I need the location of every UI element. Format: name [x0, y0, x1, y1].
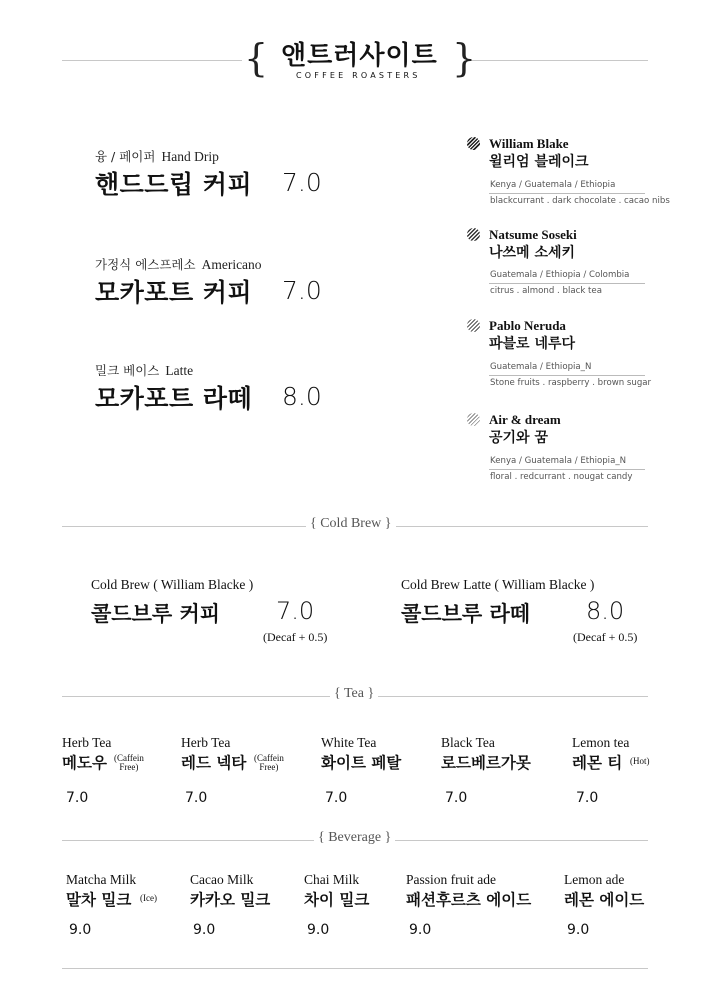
beverage-name-en: Chai Milk — [304, 872, 360, 887]
beverage-price: 9.0 — [69, 922, 92, 938]
bean-divider — [489, 375, 645, 376]
striped-circle-faint-icon — [467, 413, 480, 426]
bean-divider — [489, 193, 645, 194]
menu-item-price: 7.0 — [282, 168, 322, 197]
brand-tagline: COFFEE ROASTERS — [296, 71, 421, 80]
menu-item-price: 7.0 — [282, 276, 322, 305]
beverage-name-ko: 카카오 밀크 — [190, 891, 271, 909]
beverage-name-en: Passion fruit ade — [406, 872, 496, 887]
beverage-name-ko: 차이 밀크 — [304, 891, 370, 909]
tea-price: 7.0 — [185, 790, 208, 806]
beverage-tag: (Ice) — [140, 893, 157, 903]
beverage-name-en: Cacao Milk — [190, 872, 254, 887]
bean-origin: Kenya / Guatemala / Ethiopia_N — [490, 456, 627, 466]
bean-notes: blackcurrant . dark chocolate . cacao nibs — [490, 196, 670, 206]
tea-price: 7.0 — [66, 790, 89, 806]
beverage-name-en: Lemon ade — [564, 872, 625, 887]
menu-subtitle-en: Americano — [201, 257, 262, 272]
bean-divider — [489, 283, 645, 284]
tea-name-en: Herb Tea — [62, 735, 112, 750]
bean-name-en: William Blake — [489, 136, 569, 151]
header-rule-left — [62, 60, 242, 61]
tea-name-ko: 로드베르가못 — [441, 754, 531, 772]
bean-notes: citrus . almond . black tea — [490, 286, 602, 296]
bean-name-ko: 파블로 네루다 — [489, 336, 576, 352]
footer-rule — [62, 968, 648, 969]
tea-tag — [254, 754, 284, 772]
beverage-name-ko: 레몬 에이드 — [564, 891, 645, 909]
menu-item-name: 모카포트 라떼 — [95, 384, 253, 413]
cold-brew-name-en: Cold Brew ( William Blacke ) — [91, 577, 254, 592]
tea-tag-line: Free) — [259, 762, 279, 772]
striped-circle-dense-icon — [467, 137, 480, 150]
tea-tag-line: (Caffein — [114, 753, 144, 763]
beverage-name-ko: 말차 밀크 — [66, 891, 132, 909]
menu-subtitle-ko: 가정식 에스프레소 — [95, 257, 196, 272]
tea-name-ko: 레몬 티 — [572, 754, 623, 772]
bean-notes: floral . redcurrant . nougat candy — [490, 472, 633, 482]
bean-name-ko: 나쓰메 소세키 — [489, 245, 576, 261]
tea-name-en: Herb Tea — [181, 735, 231, 750]
bean-name-en: Pablo Neruda — [489, 318, 566, 333]
striped-circle-medium-icon — [467, 228, 480, 241]
tea-tag-line: Free) — [119, 762, 139, 772]
section-title-cold-brew: { Cold Brew } — [306, 516, 396, 532]
tea-name-ko: 메도우 — [62, 754, 107, 772]
tea-price: 7.0 — [576, 790, 599, 806]
header-brace-right: } — [452, 36, 477, 80]
menu-subtitle-ko: 융 / 페이퍼 — [95, 149, 156, 164]
bean-notes: Stone fruits . raspberry . brown sugar — [490, 378, 652, 388]
cold-brew-price: 8.0 — [586, 597, 625, 625]
beverage-name-ko: 패션후르츠 에이드 — [406, 891, 532, 909]
header-rule-right — [470, 60, 648, 61]
menu-subtitle-en: Hand Drip — [161, 149, 219, 164]
tea-name-en: Lemon tea — [572, 735, 630, 750]
cold-brew-name-ko: 콜드브루 커피 — [91, 602, 221, 626]
tea-price: 7.0 — [445, 790, 468, 806]
menu-subtitle — [95, 361, 193, 379]
section-title-beverage: { Beverage } — [314, 830, 395, 846]
beverage-price: 9.0 — [193, 922, 216, 938]
brand-name-ko: 앤트러사이트 — [281, 41, 438, 71]
menu-subtitle — [95, 255, 262, 273]
beverage-price: 9.0 — [307, 922, 330, 938]
cold-brew-note: (Decaf + 0.5) — [263, 630, 328, 644]
tea-name-ko: 화이트 페탈 — [321, 754, 402, 772]
bean-name-en: Air & dream — [489, 412, 561, 427]
bean-origin: Guatemala / Ethiopia / Colombia — [490, 270, 630, 280]
cold-brew-price: 7.0 — [276, 597, 315, 625]
tea-tag-line: (Caffein — [254, 753, 284, 763]
beverage-price: 9.0 — [409, 922, 432, 938]
menu-item-price: 8.0 — [282, 382, 322, 411]
bean-divider — [489, 469, 645, 470]
tea-name-en: White Tea — [321, 735, 377, 750]
bean-name-ko: 윌리엄 블레이크 — [489, 154, 589, 170]
header-brace-left: { — [244, 36, 269, 80]
tea-tag-line: (Hot) — [630, 756, 650, 766]
bean-origin: Guatemala / Ethiopia_N — [490, 362, 592, 372]
bean-name-en: Natsume Soseki — [489, 227, 577, 242]
menu-subtitle-ko: 밀크 베이스 — [95, 363, 160, 378]
cold-brew-name-ko: 콜드브루 라떼 — [401, 602, 531, 626]
tea-tag — [630, 757, 650, 766]
section-title-tea: { Tea } — [330, 686, 378, 702]
tea-name-en: Black Tea — [441, 735, 495, 750]
bean-origin: Kenya / Guatemala / Ethiopia — [490, 180, 616, 190]
menu-item-name: 모카포트 커피 — [95, 278, 253, 307]
cold-brew-note: (Decaf + 0.5) — [573, 630, 638, 644]
beverage-price: 9.0 — [567, 922, 590, 938]
striped-circle-light-icon — [467, 319, 480, 332]
tea-price: 7.0 — [325, 790, 348, 806]
menu-subtitle-en: Latte — [165, 363, 194, 378]
tea-tag — [114, 754, 144, 772]
bean-name-ko: 공기와 꿈 — [489, 430, 548, 446]
cold-brew-name-en: Cold Brew Latte ( William Blacke ) — [401, 577, 595, 592]
menu-item-name: 핸드드립 커피 — [95, 170, 253, 199]
beverage-name-en: Matcha Milk — [66, 872, 137, 887]
menu-subtitle — [95, 147, 219, 165]
tea-name-ko: 레드 넥타 — [181, 754, 247, 772]
